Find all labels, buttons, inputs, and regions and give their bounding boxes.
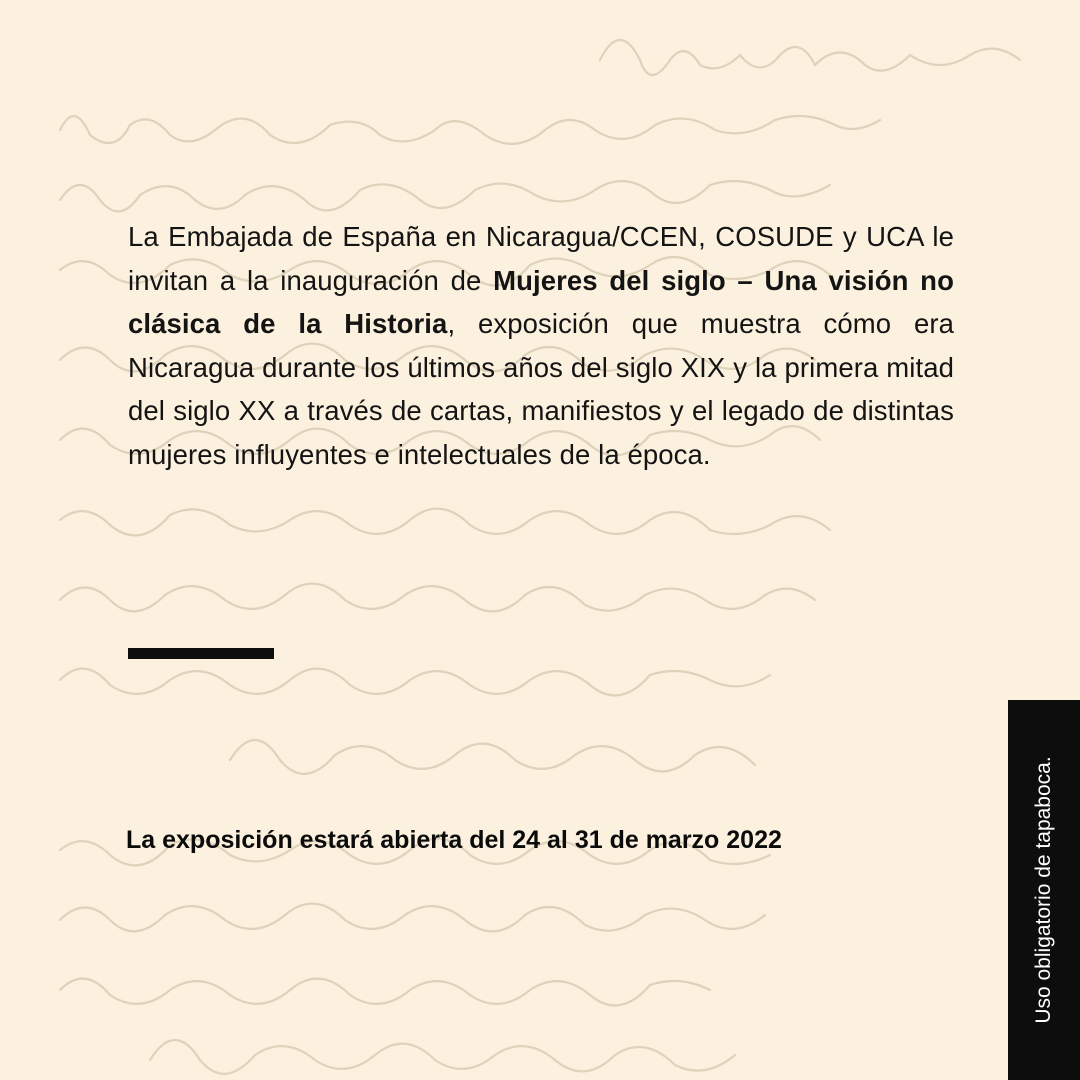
mask-notice-text: Uso obligatorio de tapaboca. (1032, 756, 1055, 1024)
exhibit-title: Mujeres del siglo – Una visión no clásica de la Historia (128, 264, 954, 339)
invitation-text (128, 215, 954, 476)
mask-notice-banner (1008, 700, 1080, 1080)
divider-bar (128, 648, 274, 659)
invitation-intro: La Embajada de España en Nicaragua/CCEN, COSUDE y UCA le invitan a la inauguración de (128, 221, 954, 296)
exhibit-description: , exposición que muestra cómo era Nicaragua durante los últimos años del siglo XIX y la primera mitad del siglo XX a través de cartas, manifiestos y el legado de distintas mujeres influyentes e intelectuales de la época. (128, 308, 955, 470)
exhibition-dates: La exposición estará abierta del 24 al 31 de marzo 2022 (126, 826, 782, 854)
